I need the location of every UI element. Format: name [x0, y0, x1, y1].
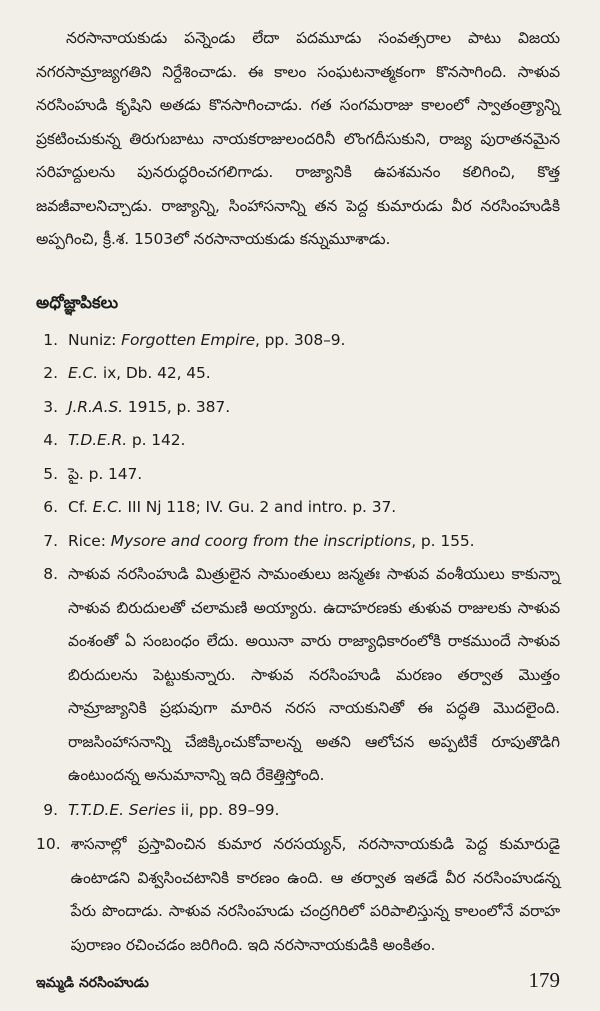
footnote-text: J.R.A.S. 1915, p. 387. — [68, 397, 231, 416]
footnote-number: 7. — [43, 531, 58, 550]
footnote-text: పై. p. 147. — [68, 464, 143, 483]
footnote-text: T.T.D.E. Series ii, pp. 89–99. — [68, 800, 280, 819]
footnote-text: E.C. ix, Db. 42, 45. — [68, 364, 211, 382]
footnotes-heading: అధోజ్ఞాపికలు — [36, 292, 119, 312]
footnote-text: సాళువ నరసింహుడి మిత్రులైన సామంతులు జన్మతః సాళువ వంశీయులు కాకున్నా సాళువ బిరుదులతో చలామణి అయ్యారు. ఉదాహరణకు తుళువ రాజులకు సాళువ వంశంతో ఏ సంబంధం లేదు. అయినా వారు రాజ్యాధికారంలోకి రాకముందే సాళువ బిరుదులను పెట్టుకున్నారు. సాళువ నరసింహుడి మరణం తర్వాత మొత్తం సామ్రాజ్యానికి ప్రభువుగా మారిన నరస నాయకునితో ఈ పద్ధతి మొదలైంది. రాజసింహాసనాన్ని చేజిక్కించుకోవాలన్న అతని ఆలోచన అప్పటికే రూపుతొడిగి ఉంటుందన్న అనుమానాన్ని ఇది రేకెత్తిస్తోంది. — [68, 565, 560, 784]
footnote-text: T.D.E.R. p. 142. — [68, 431, 186, 449]
footnote-text: Nuniz: Forgotten Empire, pp. 308–9. — [68, 330, 346, 349]
footnote-number: 4. — [43, 431, 58, 449]
footnote-text: శాసనాల్లో ప్రస్తావించిన కుమార నరసయ్యన్, నరసానాయకుడి పెద్ద కుమారుడై ఉంటాడని విశ్వసించటానికి కారణం ఉంది. ఆ తర్వాత ఇతడే వీర నరసింహుడన్న పేరు పొందాడు. సాళువ నరసింహుడు చంద్రగిరిలో పరిపాలిస్తున్న కాలంలోనే వరాహ పురాణం రచించడం జరిగింది. ఇది నరసానాయకుడికి అంకితం. — [70, 835, 560, 954]
footnote-1 — [36, 324, 560, 358]
footnote-text: Cf. E.C. III Nj 118; IV. Gu. 2 and intro. p. 37. — [68, 498, 397, 516]
footnote-number: 1. — [43, 330, 58, 349]
footnote-number: 8. — [43, 565, 58, 583]
footnote-text: Rice: Mysore and coorg from the inscriptions, p. 155. — [68, 531, 475, 550]
body-paragraph: నరసానాయకుడు పన్నెండు లేదా పదమూడు సంవత్సరాల పాటు విజయ నగరసామ్రాజ్యగతిని నిర్దేశించాడు. ఈ కాలం సంఘటనాత్మకంగా కొనసాగింది. సాళువ నరసింహుడి కృషిని అతడు కొనసాగించాడు. గత సంగమరాజు కాలంలో స్వాతంత్ర్యాన్ని ప్రకటించుకున్న తిరుగుబాటు నాయకరాజులందరినీ లొంగదీసుకుని, రాజ్య పురాతనమైన సరిహద్దులను పునరుద్ధరించగలిగాడు. రాజ్యానికి ఉపశమనం కలిగించి, కొత్త జవజీవాలనిచ్చాడు. రాజ్యాన్ని, సింహాసనాన్ని తన పెద్ద కుమారుడు వీర నరసింహుడికి అప్పగించి, క్రీ.శ. 1503లో నరసానాయకుడు కన్నుమూశాడు. — [36, 29, 560, 248]
footnote-3 — [36, 391, 560, 425]
footnote-number: 9. — [43, 800, 58, 819]
footnote-number: 6. — [43, 498, 58, 516]
footnote-5 — [36, 458, 560, 492]
footnotes-list — [36, 324, 560, 963]
running-title: ఇమ్మడి నరసింహుడు — [36, 975, 149, 991]
footnote-2 — [36, 357, 560, 391]
footnote-9 — [36, 794, 560, 828]
page-number: 179 — [528, 968, 560, 992]
footnote-number: 5. — [43, 464, 58, 483]
footnote-7 — [36, 525, 560, 559]
footnote-4 — [36, 424, 560, 458]
footnote-number: 2. — [43, 364, 58, 382]
page-footer — [36, 968, 560, 994]
footnote-number: 10. — [36, 835, 61, 853]
footnote-8 — [36, 558, 560, 793]
footnote-number: 3. — [43, 397, 58, 416]
footnote-6 — [36, 491, 560, 525]
footnote-10 — [36, 828, 560, 962]
